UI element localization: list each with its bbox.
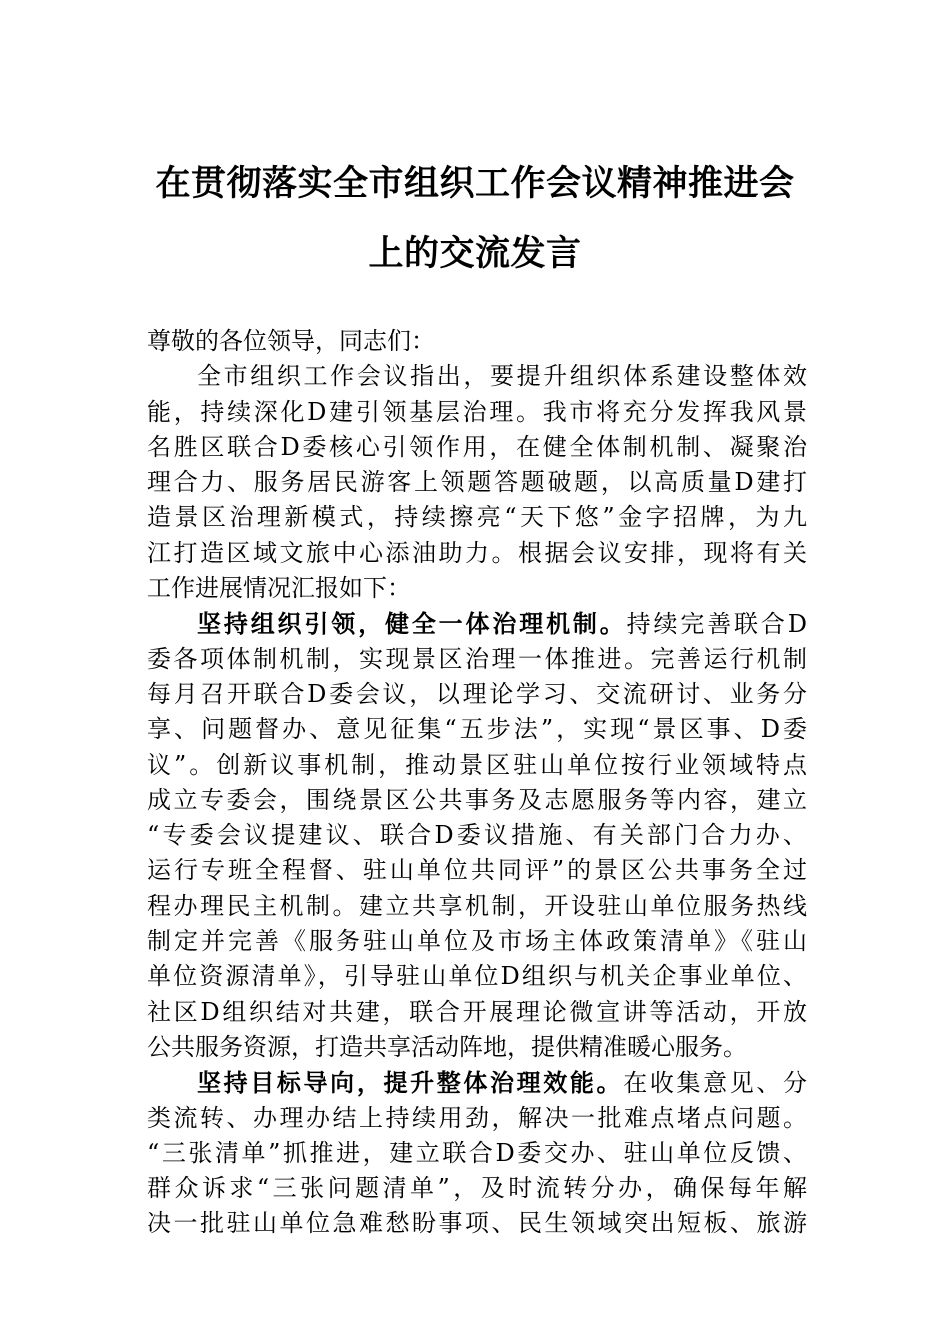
text-line: 享、问题督办、意见征集“五步法”，实现“景区事、D委 xyxy=(147,715,807,744)
paragraph-goals xyxy=(147,1065,807,1241)
text-line: 运行专班全程督、驻山单位共同评”的景区公共事务全过 xyxy=(147,856,807,885)
paragraph-intro xyxy=(147,359,807,606)
text-line: “专委会议提建议、联合D委议措施、有关部门合力办、 xyxy=(147,821,807,850)
text-line: 程办理民主机制。建立共享机制，开设驻山单位服务热线 xyxy=(147,891,807,920)
text-line: 造景区治理新模式，持续擦亮“天下悠”金字招牌，为九 xyxy=(147,503,807,532)
document-title-line-1: 在贯彻落实全市组织工作会议精神推进会 xyxy=(155,163,795,204)
text-line: 群众诉求“三张问题清单”，及时流转分办，确保每年解 xyxy=(147,1174,807,1203)
document-title-line-2: 上的交流发言 xyxy=(368,233,582,274)
text-line: 理合力、服务居民游客上领题答题破题，以高质量D建打 xyxy=(147,468,807,497)
salutation: 尊敬的各位领导，同志们： xyxy=(147,327,435,355)
text-line: 名胜区联合D委核心引领作用，在健全体制机制、凝聚治 xyxy=(147,432,807,461)
text-line xyxy=(147,1065,807,1100)
text-line: 江打造区域文旅中心添油助力。根据会议安排，现将有关 xyxy=(147,538,807,567)
text-line: 决一批驻山单位急难愁盼事项、民生领域突出短板、旅游 xyxy=(147,1209,807,1238)
text-line: 议”。创新议事机制，推动景区驻山单位按行业领域特点 xyxy=(147,750,807,779)
section-heading: 坚持组织引领，健全一体治理机制。 xyxy=(197,609,627,639)
document-body xyxy=(147,324,807,1242)
text-line xyxy=(147,606,807,641)
text-line: 单位资源清单》，引导驻山单位D组织与机关企事业单位、 xyxy=(147,962,807,991)
text-line: 成立专委会，围绕景区公共事务及志愿服务等内容，建立 xyxy=(147,785,807,814)
text-line: 每月召开联合D委会议，以理论学习、交流研讨、业务分 xyxy=(147,679,807,708)
text-line: 社区D组织结对共建，联合开展理论微宣讲等活动，开放 xyxy=(147,997,807,1026)
text-line: 委各项体制机制，实现景区治理一体推进。完善运行机制 xyxy=(147,644,807,673)
text-line: 类流转、办理办结上持续用劲，解决一批难点堵点问题。 xyxy=(147,1103,807,1132)
text-line: “三张清单”抓推进，建立联合D委交办、驻山单位反馈、 xyxy=(147,1138,807,1167)
paragraph-organization xyxy=(147,606,807,1065)
text-line: 公共服务资源，打造共享活动阵地，提供精准暖心服务。 xyxy=(147,1032,747,1061)
text-line: 能，持续深化D建引领基层治理。我市将充分发挥我风景 xyxy=(147,397,807,426)
section-heading: 坚持目标导向，提升整体治理效能。 xyxy=(197,1068,624,1098)
text-run: 持续完善联合D xyxy=(626,610,807,639)
text-line: 制定并完善《服务驻山单位及市场主体政策清单》《驻山 xyxy=(147,927,807,956)
text-run: 在收集意见、分 xyxy=(623,1069,807,1098)
text-line: 工作进展情况汇报如下： xyxy=(147,574,411,603)
text-line: 全市组织工作会议指出，要提升组织体系建设整体效 xyxy=(197,362,807,391)
